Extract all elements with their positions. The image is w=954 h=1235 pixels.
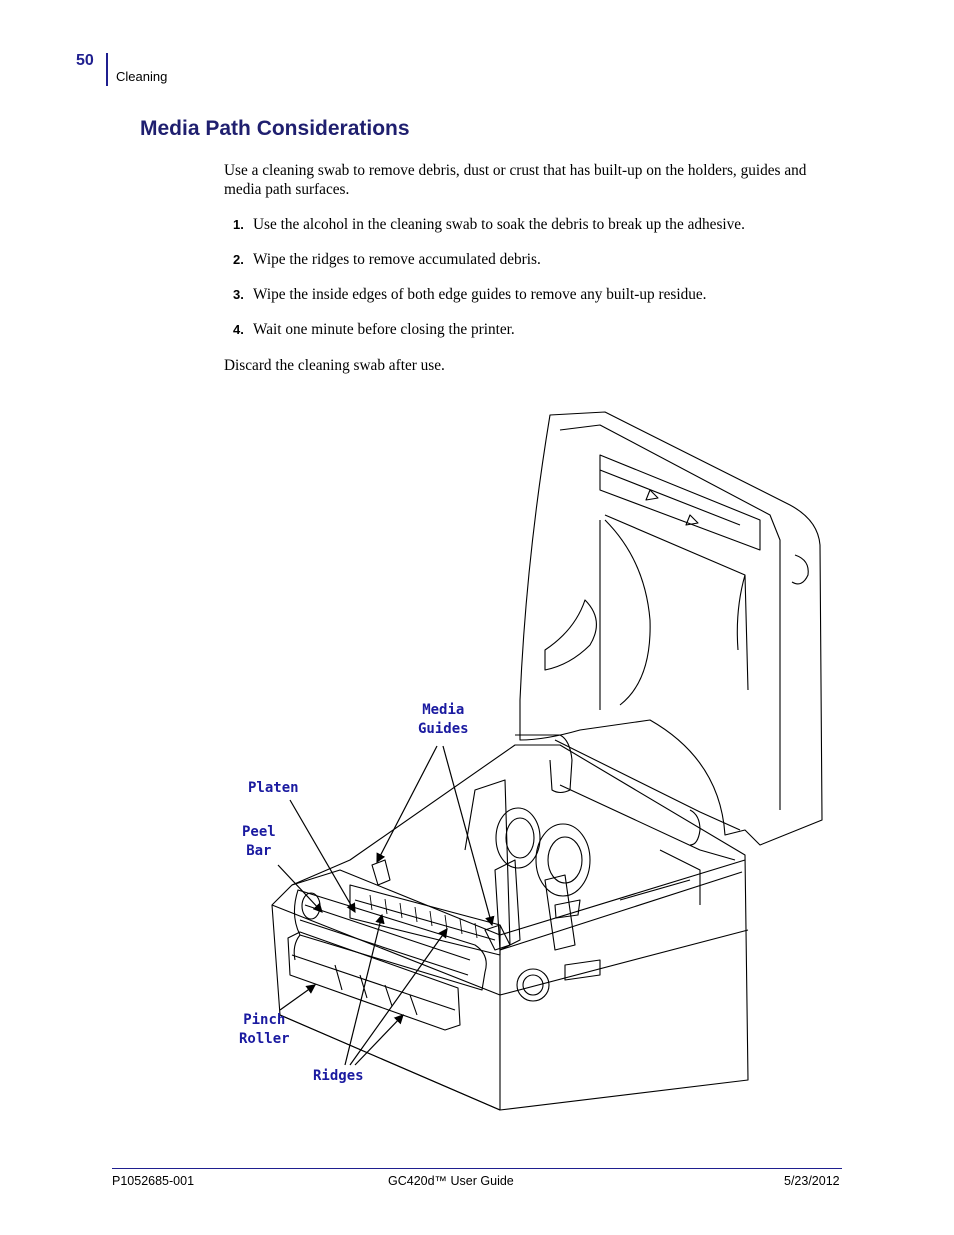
footer-guide-title: GC420d™ User Guide bbox=[388, 1174, 514, 1188]
step-text: Wait one minute before closing the printer. bbox=[253, 321, 515, 338]
page-title: Media Path Considerations bbox=[140, 117, 410, 140]
intro-paragraph: Use a cleaning swab to remove debris, dust or crust that has built-up on the holders, guides and media path surfaces. bbox=[224, 162, 807, 198]
footer-divider bbox=[112, 1168, 842, 1169]
footer-date: 5/23/2012 bbox=[784, 1174, 840, 1188]
step-text: Wipe the inside edges of both edge guides to remove any built-up residue. bbox=[253, 286, 707, 303]
step-number: 3. bbox=[233, 287, 244, 302]
step-number: 4. bbox=[233, 322, 244, 337]
step-number: 1. bbox=[233, 217, 244, 232]
callout-platen: Platen bbox=[248, 780, 299, 796]
section-label: Cleaning bbox=[116, 69, 168, 84]
callout-pinch-roller: Pinch Roller bbox=[239, 1012, 290, 1047]
step-number: 2. bbox=[233, 252, 244, 267]
callout-media-guides: Media Guides bbox=[418, 702, 469, 737]
step-text: Use the alcohol in the cleaning swab to soak the debris to break up the adhesive. bbox=[253, 216, 745, 233]
callout-ridges: Ridges bbox=[313, 1068, 364, 1084]
footer-doc-id: P1052685-001 bbox=[112, 1174, 195, 1188]
closing-paragraph: Discard the cleaning swab after use. bbox=[224, 357, 445, 374]
page-number: 50 bbox=[76, 52, 94, 69]
step-text: Wipe the ridges to remove accumulated debris. bbox=[253, 251, 541, 268]
callout-peel-bar: Peel Bar bbox=[242, 824, 276, 859]
